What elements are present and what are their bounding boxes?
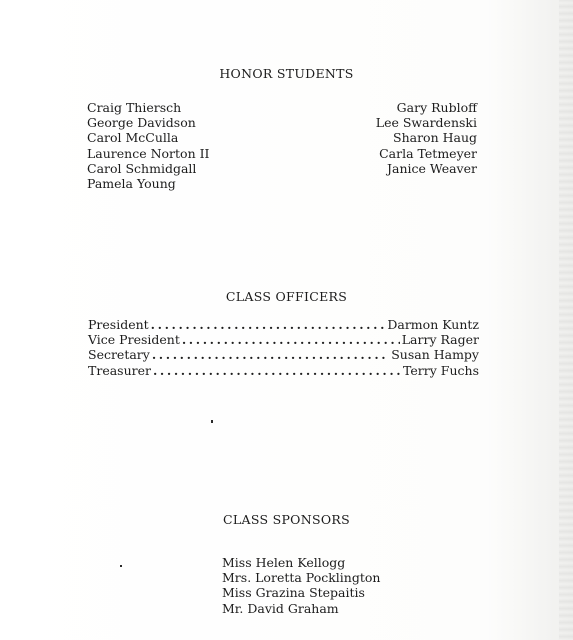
print-speck bbox=[120, 565, 122, 567]
class-officers-list bbox=[88, 317, 479, 378]
honor-student-name: Sharon Haug bbox=[393, 130, 477, 146]
honor-students-right-column bbox=[376, 100, 477, 176]
scan-edge-shadow bbox=[559, 0, 573, 640]
officer-row bbox=[88, 317, 479, 332]
honor-student-name: Gary Rubloff bbox=[396, 100, 477, 115]
class-sponsors-heading: CLASS SPONSORS bbox=[223, 512, 350, 527]
honor-students-heading: HONOR STUDENTS bbox=[219, 66, 354, 81]
officer-row bbox=[88, 363, 479, 378]
honor-student-name: Pamela Young bbox=[87, 176, 176, 192]
honor-student-name: Carla Tetmeyer bbox=[379, 145, 477, 161]
honor-student-name: George Davidson bbox=[87, 115, 196, 131]
officer-role: Treasurer bbox=[88, 362, 151, 378]
sponsor-name: Mr. David Graham bbox=[222, 600, 339, 616]
honor-students-left-column bbox=[87, 100, 210, 191]
officer-name: Terry Fuchs bbox=[403, 362, 479, 378]
officer-role: Secretary bbox=[88, 347, 150, 363]
officer-row bbox=[88, 347, 479, 362]
sponsor-name: Miss Grazina Stepaitis bbox=[222, 585, 365, 601]
dot-leader bbox=[151, 317, 386, 332]
honor-student-name: Craig Thiersch bbox=[87, 100, 182, 115]
officer-name: Susan Hampy bbox=[391, 347, 479, 363]
class-sponsors-list bbox=[222, 555, 380, 616]
honor-student-name: Lee Swardenski bbox=[375, 115, 477, 131]
officer-role: Vice President bbox=[88, 332, 180, 348]
honor-student-name: Janice Weaver bbox=[387, 160, 477, 176]
officer-row bbox=[88, 332, 479, 347]
print-speck bbox=[211, 420, 213, 423]
honor-student-name: Carol McCulla bbox=[87, 130, 179, 146]
honor-student-name: Carol Schmidgall bbox=[87, 160, 197, 176]
dot-leader bbox=[153, 363, 401, 378]
sponsor-name: Miss Helen Kellogg bbox=[222, 555, 346, 570]
dot-leader bbox=[152, 347, 389, 362]
class-officers-heading: CLASS OFFICERS bbox=[225, 289, 348, 304]
honor-student-name: Laurence Norton II bbox=[87, 145, 210, 161]
officer-name: Larry Rager bbox=[401, 332, 479, 348]
dot-leader bbox=[182, 332, 400, 347]
sponsor-name: Mrs. Loretta Pocklington bbox=[222, 570, 381, 586]
officer-name: Darmon Kuntz bbox=[387, 317, 479, 332]
officer-role: President bbox=[88, 317, 149, 332]
